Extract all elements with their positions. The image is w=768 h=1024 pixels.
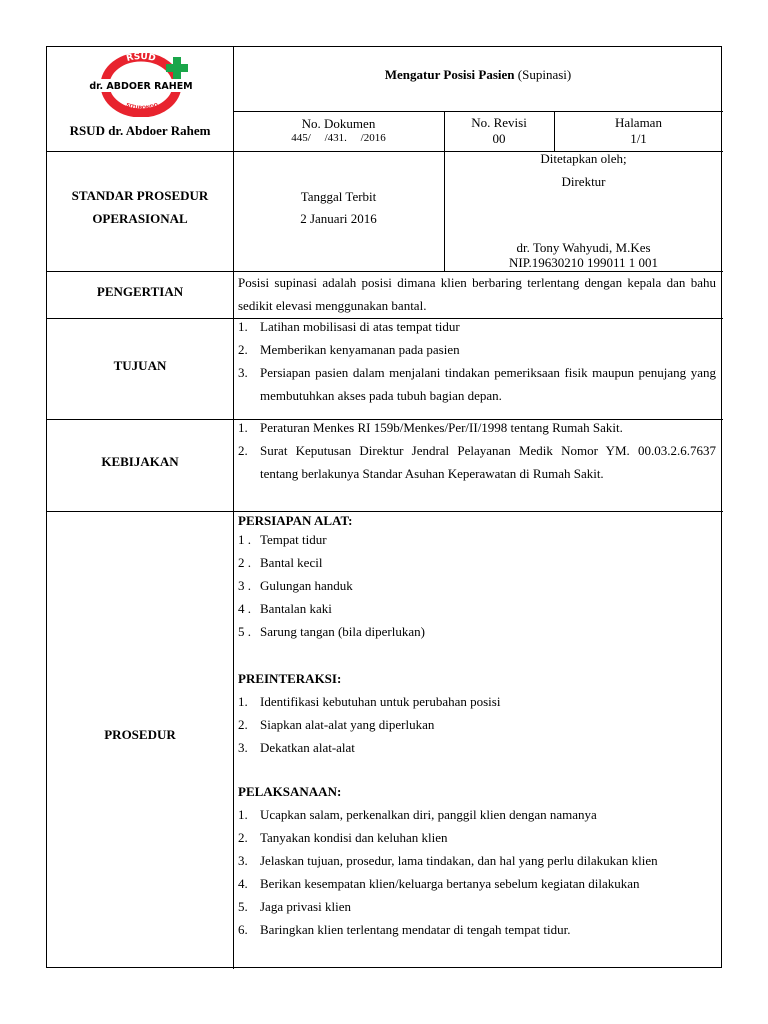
signer-nip: NIP.19630210 199011 1 001 [508, 255, 659, 270]
pelaksanaan-title: PELAKSANAAN: [238, 784, 342, 799]
sop-label-line1: STANDAR PROSEDUR [71, 188, 209, 203]
revision-value: 00 [492, 131, 506, 146]
sop-label-line2: OPERASIONAL [92, 211, 188, 226]
list-item: 6. Baringkan klien terlentang mendatar di tengah tempat tidur. [238, 922, 571, 937]
approver-position: Direktur [561, 174, 606, 189]
sop-document [46, 46, 722, 968]
divider-header-top [233, 111, 723, 112]
approved-by: Ditetapkan oleh; [540, 151, 627, 166]
list-item: 5 . Sarung tangan (bila diperlukan) [238, 624, 425, 639]
sop-title [233, 67, 723, 82]
logo-emblem-icon [83, 53, 205, 117]
signer-name: dr. Tony Wahyudi, M.Kes [516, 240, 651, 255]
doc-no-value: 445/ /431. /2016 [291, 132, 386, 144]
kebijakan-list [238, 416, 716, 485]
page-value: 1/1 [630, 131, 647, 146]
list-item: 3. Persiapan pasien dalam menjalani tindakan pemeriksaan fisik maupun penujang yang membutuhkan akses pada tubuh bagian depan. [238, 365, 716, 403]
list-item: 1. Latihan mobilisasi di atas tempat tidur [238, 319, 460, 334]
doc-no-label: No. Dokumen [301, 116, 376, 131]
hospital-logo [83, 53, 205, 117]
preinteraksi-title: PREINTERAKSI: [238, 671, 342, 686]
sop-title-sub: (Supinasi) [517, 67, 572, 82]
list-item: 2. Surat Keputusan Direktur Jendral Pelayanan Medik Nomor YM. 00.03.2.6.7637 tentang berlakunya Standar Asuhan Keperawatan di Rumah Sakit. [238, 443, 716, 481]
sop-title-main: Mengatur Posisi Pasien [384, 67, 515, 82]
list-item: 1. Identifikasi kebutuhan untuk perubahan posisi [238, 694, 501, 709]
list-item: 2. Memberikan kenyamanan pada pasien [238, 342, 460, 357]
list-item: 3 . Gulungan handuk [238, 578, 353, 593]
tujuan-list [238, 315, 716, 407]
page-label: Halaman [615, 115, 662, 130]
hospital-name: RSUD dr. Abdoer Rahem [69, 123, 211, 138]
kebijakan-label: KEBIJAKAN [101, 454, 179, 469]
list-item: 1 . Tempat tidur [238, 532, 327, 547]
list-item: 1. Peraturan Menkes RI 159b/Menkes/Per/II/1998 tentang Rumah Sakit. [238, 420, 623, 435]
list-item: 3. Jelaskan tujuan, prosedur, lama tindakan, dan hal yang perlu dilakukan klien [238, 853, 658, 868]
list-item: 5. Jaga privasi klien [238, 899, 351, 914]
divider-left-column [233, 47, 234, 969]
pelaksanaan-list [238, 803, 716, 941]
list-item: 2. Tanyakan kondisi dan keluhan klien [238, 830, 448, 845]
revision-label: No. Revisi [471, 115, 527, 130]
list-item: 2 . Bantal kecil [238, 555, 323, 570]
divider-prosedur [47, 511, 723, 512]
list-item: 3. Dekatkan alat-alat [238, 740, 355, 755]
issue-label: Tanggal Terbit [300, 189, 377, 204]
pengertian-label: PENGERTIAN [96, 284, 184, 299]
tujuan-label: TUJUAN [113, 358, 167, 373]
list-item: 4 . Bantalan kaki [238, 601, 332, 616]
logo-bottom-text: SITUBONDO [124, 102, 160, 112]
list-item: 4. Berikan kesempatan klien/keluarga bertanya sebelum kegiatan dilakukan [238, 876, 640, 891]
list-item: 1. Ucapkan salam, perkenalkan diri, panggil klien dengan namanya [238, 807, 597, 822]
logo-top-text: RSUD [125, 53, 157, 65]
preinteraksi-list [238, 690, 716, 759]
logo-main-text: dr. ABDOER RAHEM [89, 81, 193, 92]
prosedur-label: PROSEDUR [104, 727, 176, 742]
persiapan-list [238, 528, 716, 643]
persiapan-title: PERSIAPAN ALAT: [238, 513, 353, 528]
pengertian-text: Posisi supinasi adalah posisi dimana klien berbaring terlentang dengan kepala dan bahu sedikit elevasi menggunakan bantal. [238, 275, 716, 313]
list-item: 2. Siapkan alat-alat yang diperlukan [238, 717, 435, 732]
svg-text:RSUD [125, 53, 156, 64]
issue-date: 2 Januari 2016 [300, 211, 377, 226]
